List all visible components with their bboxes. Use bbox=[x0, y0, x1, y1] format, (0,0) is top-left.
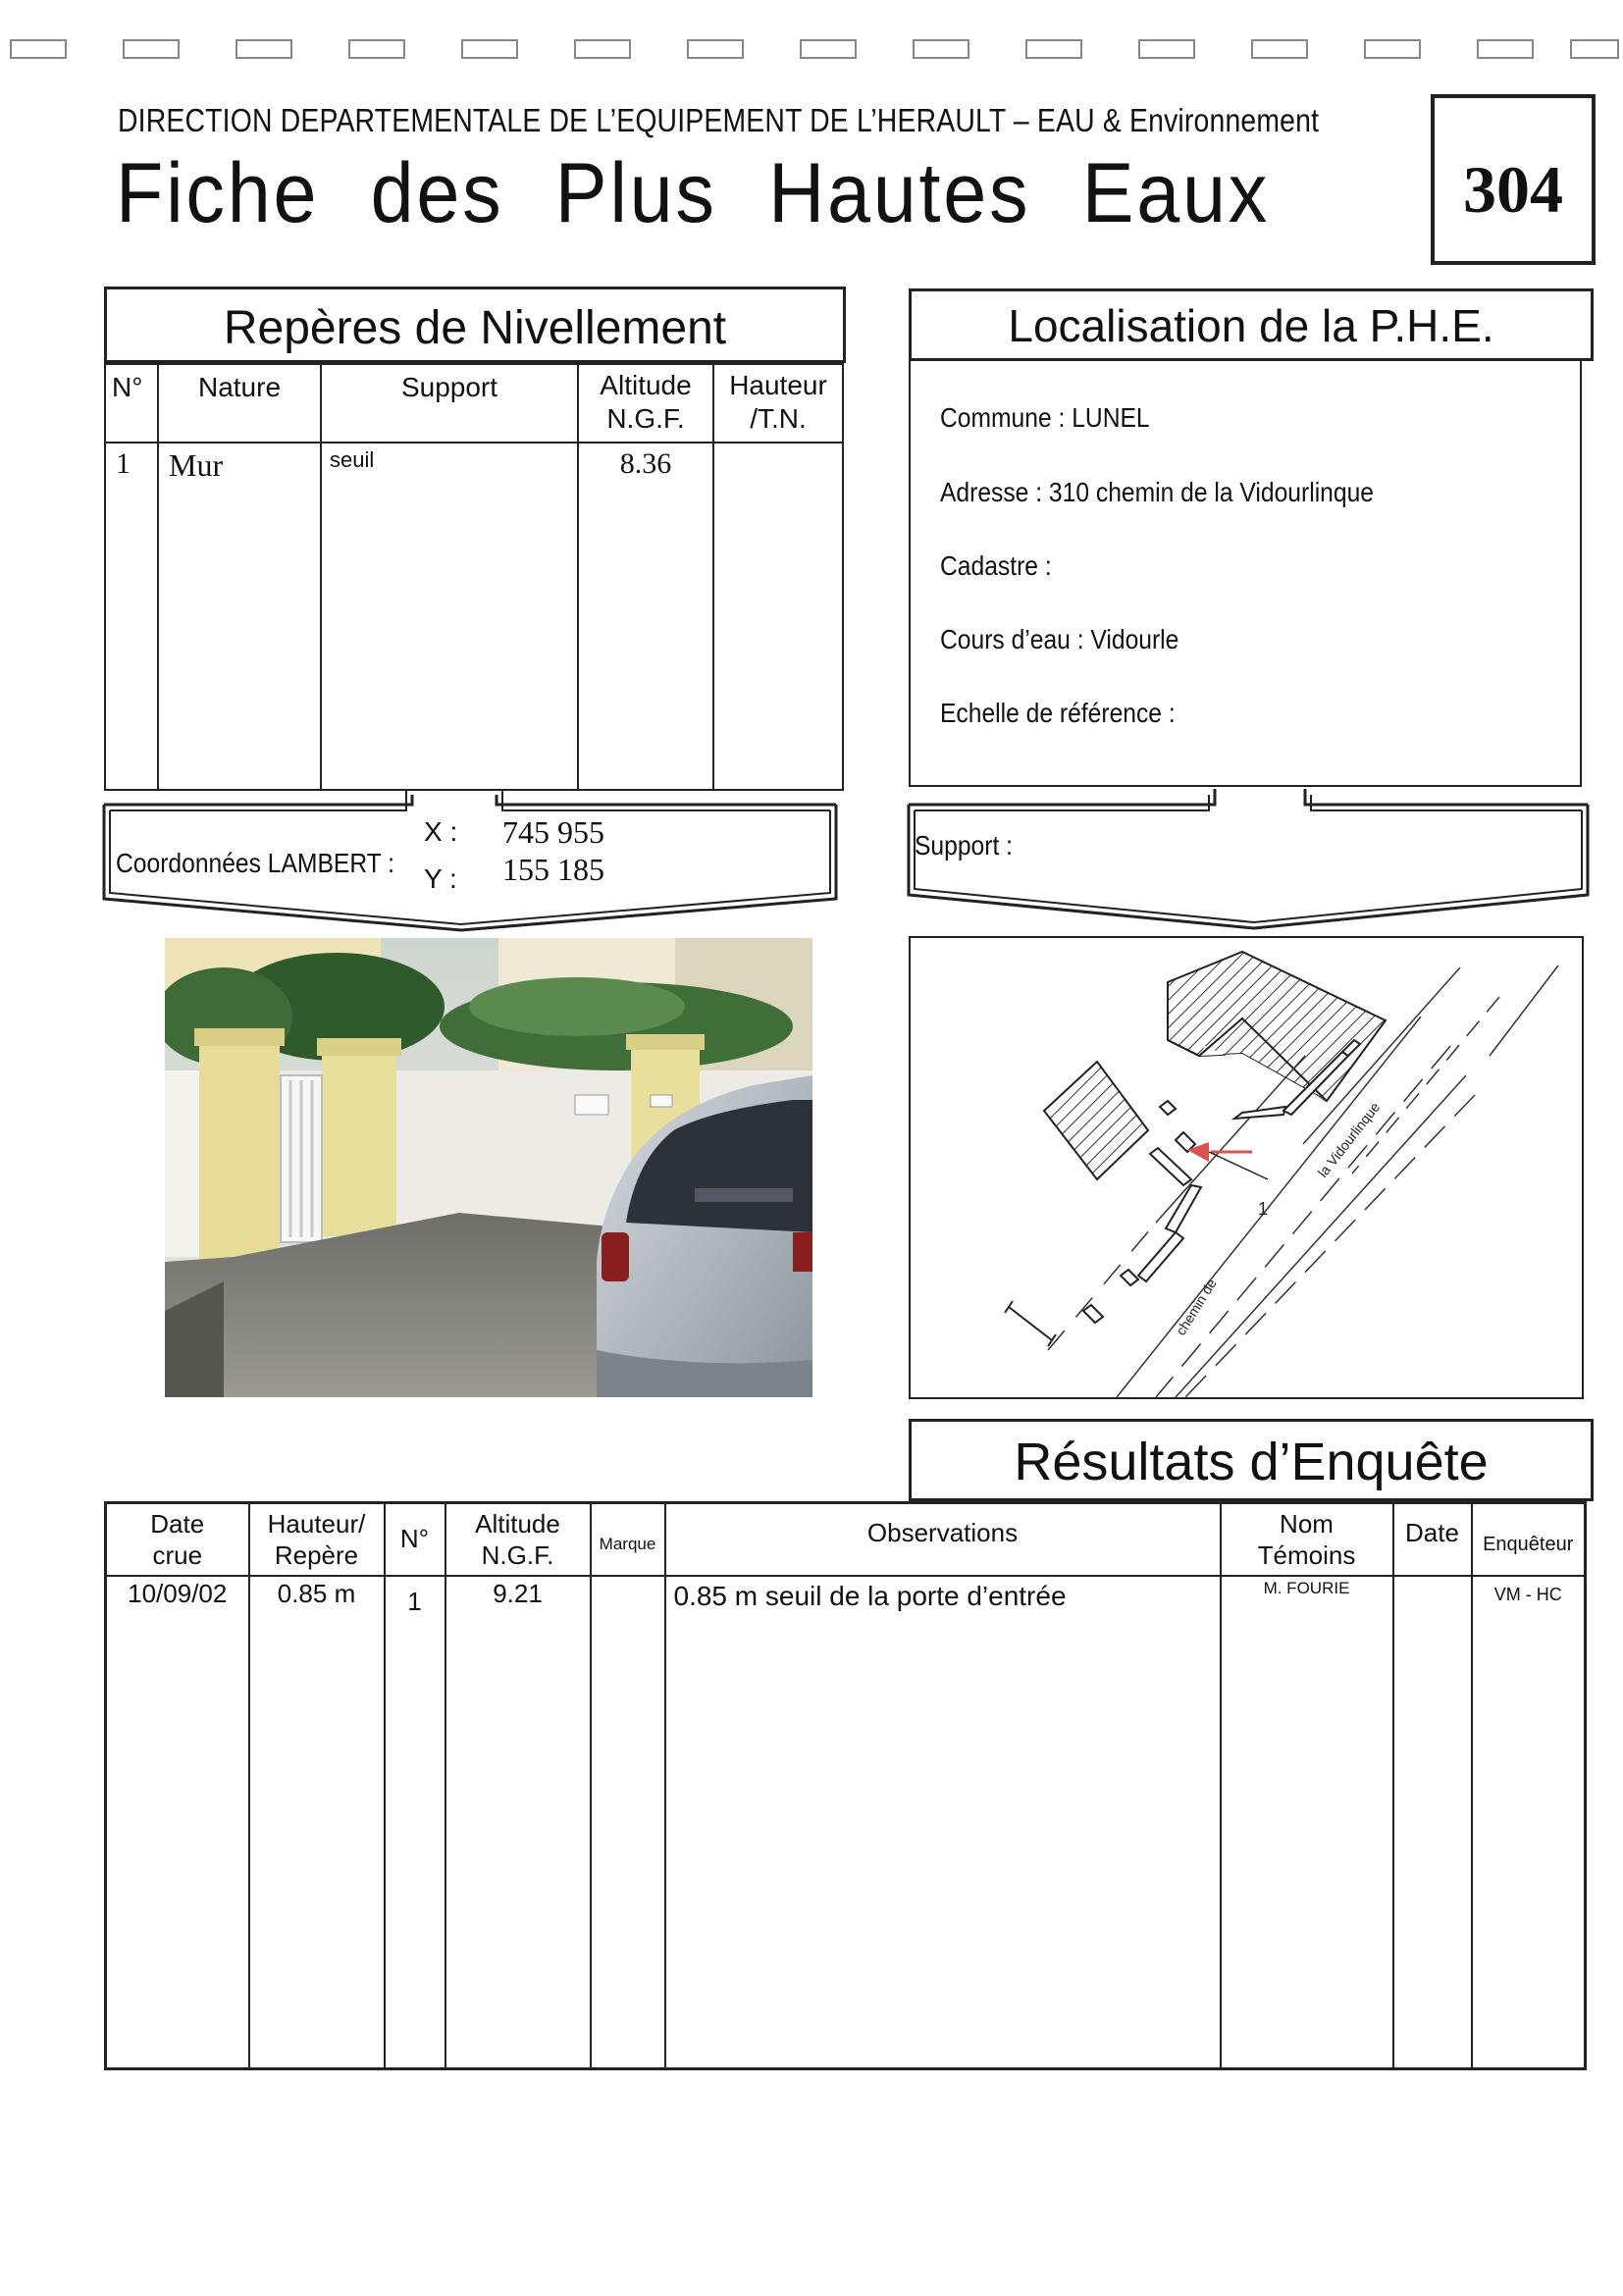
x-label: X : bbox=[424, 816, 458, 847]
row-observations: 0.85 m seuil de la porte d’entrée bbox=[665, 1576, 1221, 2069]
row-enqueteur: VM - HC bbox=[1472, 1576, 1586, 2069]
row-marque bbox=[591, 1576, 665, 2069]
reperes-row-altitude: 8.36 bbox=[578, 443, 713, 790]
col-date: Date bbox=[1393, 1503, 1472, 1576]
row-hauteur: 0.85 m bbox=[249, 1576, 385, 2069]
sheet-number-box bbox=[1431, 94, 1596, 265]
reperes-row-nature: Mur bbox=[158, 443, 321, 790]
reperes-title: Repères de Nivellement bbox=[223, 302, 727, 354]
table-row bbox=[105, 443, 843, 790]
reperes-col-altitude: Altitude N.G.F. bbox=[578, 364, 713, 443]
resultats-title-box bbox=[909, 1419, 1594, 1501]
adresse: Adresse : 310 chemin de la Vidourlinque bbox=[940, 477, 1374, 507]
reperes-col-nature: Nature bbox=[158, 364, 321, 443]
reperes-row-support: seuil bbox=[321, 443, 578, 790]
row-n: 1 bbox=[385, 1576, 445, 2069]
resultats-title: Résultats d’Enquête bbox=[1014, 1433, 1489, 1491]
commune: Commune : LUNEL bbox=[940, 402, 1150, 433]
reperes-col-hauteur: Hauteur /T.N. bbox=[713, 364, 843, 443]
col-n: N° bbox=[385, 1503, 445, 1576]
cours-eau: Cours d’eau : Vidourle bbox=[940, 624, 1179, 654]
reperes-row-hauteur bbox=[713, 443, 843, 790]
agency-line: DIRECTION DEPARTEMENTALE DE L’EQUIPEMENT DE L’HERAULT – EAU & Environnement bbox=[118, 102, 1320, 138]
row-nom: M. FOURIE bbox=[1221, 1576, 1393, 2069]
row-date2 bbox=[1393, 1576, 1472, 2069]
col-observations: Observations bbox=[665, 1503, 1221, 1576]
col-hauteur-repere: Hauteur/ Repère bbox=[249, 1503, 385, 1576]
support-label: Support : bbox=[915, 830, 1014, 861]
binding-strip bbox=[0, 0, 1623, 78]
coordonnees-label: Coordonnées LAMBERT : bbox=[116, 848, 394, 878]
col-altitude: Altitude N.G.F. bbox=[445, 1503, 591, 1576]
table-row bbox=[106, 1576, 1586, 2069]
x-value: 745 955 bbox=[502, 814, 604, 850]
cadastre: Cadastre : bbox=[940, 550, 1052, 581]
reperes-table bbox=[104, 363, 844, 791]
reperes-title-box bbox=[104, 287, 846, 363]
plan-street-label-2: chemin de bbox=[1172, 1276, 1220, 1338]
plan-map bbox=[911, 938, 1582, 1397]
plan-marker: 1 bbox=[1258, 1199, 1269, 1219]
localisation-title: Localisation de la P.H.E. bbox=[1008, 300, 1494, 351]
reperes-row-n: 1 bbox=[105, 443, 158, 790]
reperes-col-n: N° bbox=[105, 364, 158, 443]
page-title: Fiche des Plus Hautes Eaux bbox=[116, 146, 1271, 240]
y-value: 155 185 bbox=[502, 852, 604, 887]
col-date-crue: Date crue bbox=[106, 1503, 249, 1576]
row-altitude: 9.21 bbox=[445, 1576, 591, 2069]
reperes-col-support: Support bbox=[321, 364, 578, 443]
col-enqueteur: Enquêteur bbox=[1472, 1503, 1586, 1576]
plan-street-label-1: la Vidourlinque bbox=[1314, 1099, 1384, 1180]
col-nom-temoins: Nom Témoins bbox=[1221, 1503, 1393, 1576]
localisation-title-box bbox=[909, 288, 1594, 361]
site-photo bbox=[165, 938, 812, 1397]
echelle: Echelle de référence : bbox=[940, 698, 1176, 728]
row-date: 10/09/02 bbox=[106, 1576, 249, 2069]
col-marque: Marque bbox=[591, 1503, 665, 1576]
sheet-number: 304 bbox=[1463, 152, 1563, 227]
support-banner bbox=[903, 783, 1601, 940]
y-label: Y : bbox=[424, 863, 457, 894]
resultats-table bbox=[104, 1501, 1587, 2070]
